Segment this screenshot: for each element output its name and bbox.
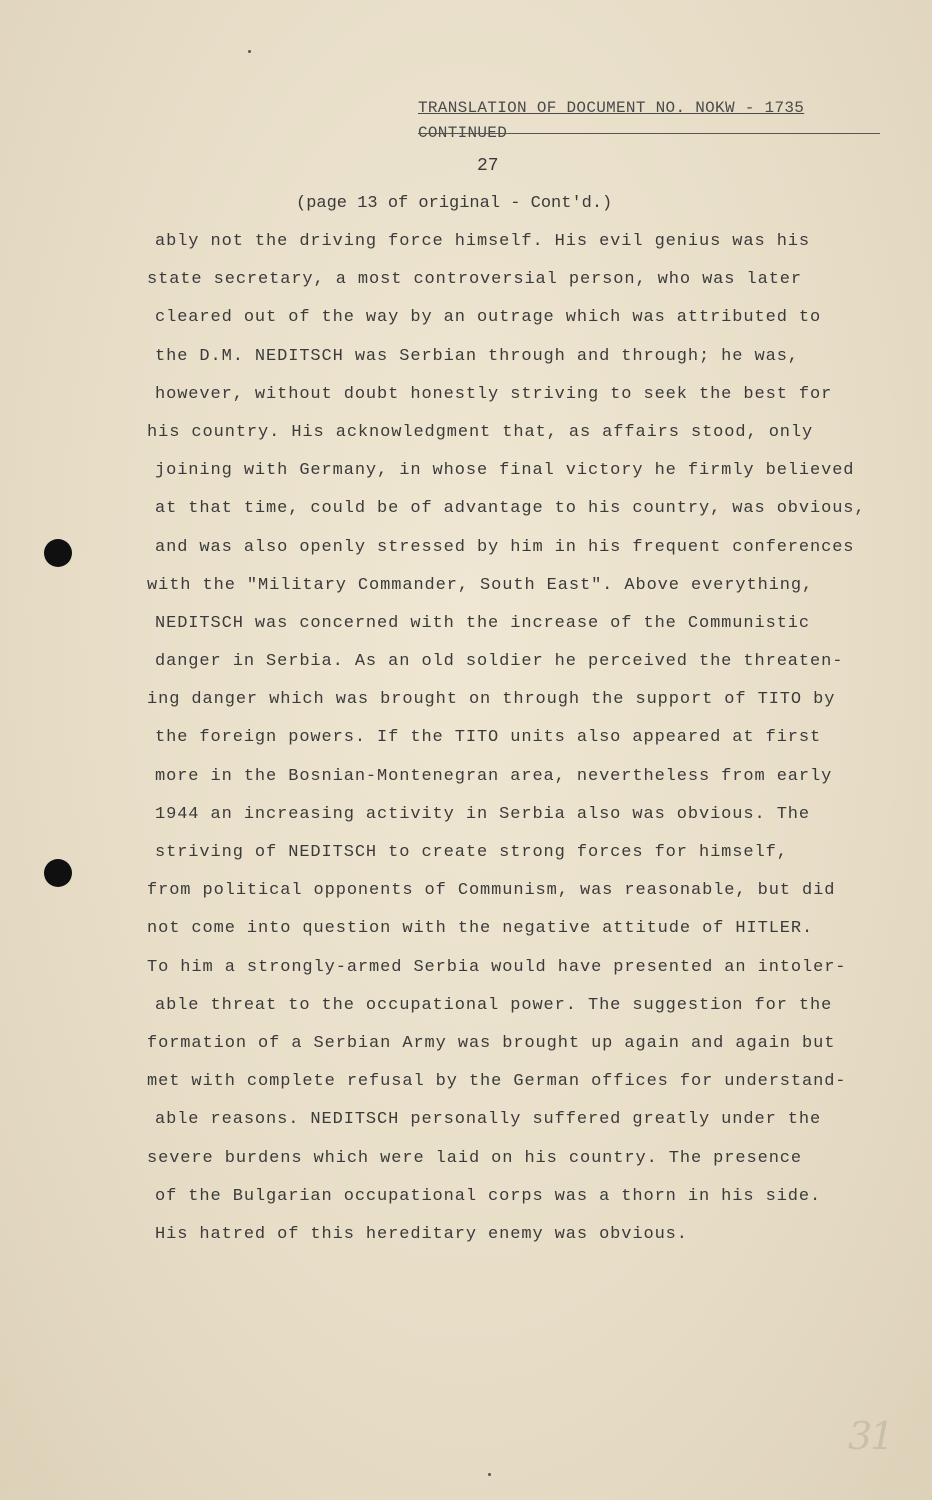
body-line: formation of a Serbian Army was brought up again and again but: [147, 1033, 836, 1053]
body-line: at that time, could be of advantage to his country, was obvious,: [155, 499, 866, 519]
header-title: TRANSLATION OF DOCUMENT NO. NOKW - 1735: [418, 99, 805, 117]
body-line: from political opponents of Communism, was reasonable, but did: [147, 881, 836, 901]
body-text: [147, 230, 892, 1261]
body-line: danger in Serbia. As an old soldier he perceived the threaten-: [155, 652, 844, 672]
header-continued: CONTINUED: [418, 124, 508, 142]
body-line: not come into question with the negative attitude of HITLER.: [147, 919, 814, 939]
header-underline: [418, 133, 880, 134]
punch-hole: [44, 539, 72, 567]
body-line: state secretary, a most controversial person, who was later: [147, 270, 802, 290]
body-line: ably not the driving force himself. His evil genius was his: [155, 232, 810, 251]
page-number: 27: [477, 156, 499, 176]
body-line: ing danger which was brought on through the support of TITO by: [147, 690, 836, 710]
body-line: 1944 an increasing activity in Serbia also was obvious. The: [155, 804, 810, 824]
punch-hole: [44, 859, 72, 887]
page-subtitle: (page 13 of original - Cont'd.): [296, 194, 613, 213]
body-line: the D.M. NEDITSCH was Serbian through and through; he was,: [155, 346, 799, 366]
body-line: able reasons. NEDITSCH personally suffered greatly under the: [155, 1110, 822, 1130]
paper-speck: [488, 1473, 491, 1476]
body-line: joining with Germany, in whose final victory he firmly believed: [155, 461, 855, 481]
body-line: of the Bulgarian occupational corps was a thorn in his side.: [155, 1186, 822, 1206]
body-line: able threat to the occupational power. The suggestion for the: [155, 995, 833, 1015]
body-line: his country. His acknowledgment that, as affairs stood, only: [147, 422, 814, 442]
body-line: met with complete refusal by the German offices for understand-: [147, 1072, 847, 1092]
paper-speck: [248, 50, 251, 53]
body-line: however, without doubt honestly striving to seek the best for: [155, 384, 833, 404]
body-line: with the "Military Commander, South East". Above everything,: [147, 575, 814, 595]
body-line: severe burdens which were laid on his country. The presence: [147, 1148, 802, 1168]
body-line: striving of NEDITSCH to create strong forces for himself,: [155, 843, 788, 862]
body-line: the foreign powers. If the TITO units also appeared at first: [155, 728, 822, 748]
body-line: cleared out of the way by an outrage which was attributed to: [155, 308, 822, 328]
body-line: more in the Bosnian-Montenegran area, nevertheless from early: [155, 766, 833, 786]
handwritten-folio-number: 31: [848, 1414, 893, 1458]
body-line: His hatred of this hereditary enemy was obvious.: [155, 1224, 688, 1244]
body-line: To him a strongly-armed Serbia would have presented an intoler-: [147, 957, 847, 977]
body-line: and was also openly stressed by him in his frequent conferences: [155, 537, 855, 557]
document-header: [418, 96, 880, 146]
body-line: NEDITSCH was concerned with the increase of the Communistic: [155, 613, 810, 633]
